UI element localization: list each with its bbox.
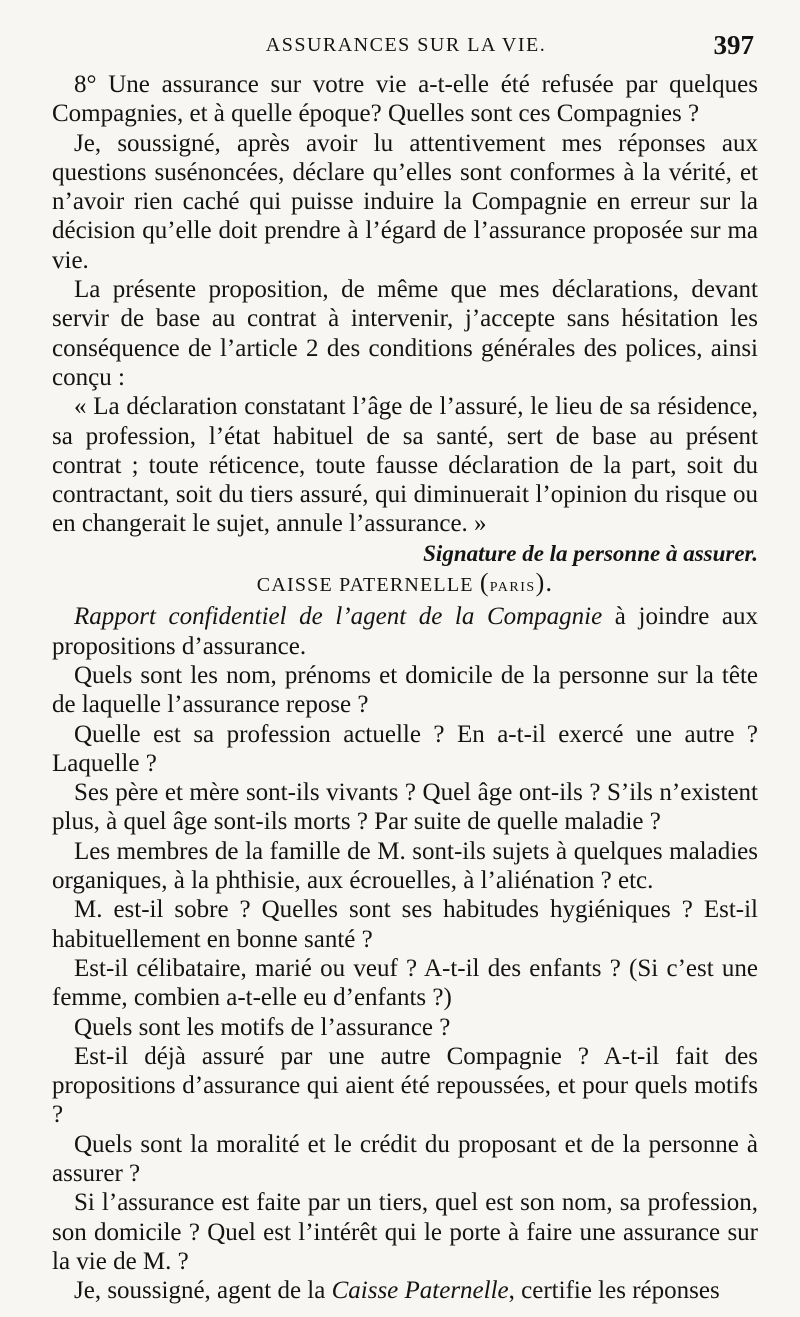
report-intro-rest: à joindre aux propositions d’assurance.	[52, 603, 758, 660]
question: Est-il célibataire, marié ou veuf ? A-t-il des enfants ? (Si c’est une femme, combien a-t-elle eu d’enfants ?)	[52, 954, 758, 1012]
question: Si l’assurance est faite par un tiers, quel est son nom, sa profession, son domicile ? Quel est l’intérêt qui le porte à faire une assurance sur la vie de M. ?	[52, 1189, 758, 1275]
section-title-text: CAISSE PATERNELLE	[256, 574, 474, 597]
question: Est-il déjà assuré par une autre Compagnie ? A-t-il fait des propositions d’assurance qui aient été repoussées, et pour quels motifs ?	[52, 1042, 758, 1129]
question: M. est-il sobre ? Quelles sont ses habitudes hygiéniques ? Est-il habituellement en bonne santé ?	[52, 896, 758, 953]
quoted-article: « La déclaration constatant l’âge de l’assuré, le lieu de sa résidence, sa profession, l’état habituel de sa santé, sert de base au présent contrat ; toute réticence, toute fausse déclaration de la part, soit du contractant, soit du tiers assuré, qui diminuerait l’opinion du risque ou en changerait le sujet, annule l’assurance. »	[52, 393, 758, 538]
paragraph: 8° Une assurance sur votre vie a-t-elle été refusée par quelques Compagnies, et à quelle époque? Quelles sont ces Compagnies ?	[52, 71, 758, 128]
final-statement	[52, 1276, 758, 1305]
final-italic: Caisse Paternelle	[331, 1277, 509, 1305]
question: Quelle est sa profession actuelle ? En a-t-il exercé une autre ? Laquelle ?	[52, 720, 758, 777]
close-paren: ).	[535, 568, 554, 598]
report-intro-italic: Rapport confidentiel de l’agent de la Compagnie	[74, 603, 603, 631]
page-number: 397	[713, 30, 754, 60]
question: Quels sont la moralité et le crédit du proposant et de la personne à assurer ?	[52, 1130, 758, 1187]
final-after: , certifie les réponses	[508, 1277, 720, 1305]
body-text	[52, 70, 758, 1305]
question: Les membres de la famille de M. sont-ils sujets à quelques maladies organiques, à la phthisie, aux écrouelles, à l’aliénation ? etc.	[52, 837, 758, 895]
open-paren: (	[479, 568, 490, 598]
paragraph: La présente proposition, de même que mes déclarations, devant servir de base au contrat à intervenir, j’accepte sans hésitation les conséquence de l’article 2 des conditions générales des polices, ainsi conçu :	[52, 276, 758, 391]
paragraph: Je, soussigné, après avoir lu attentivement mes réponses aux questions susénoncées, déclare qu’elles sont conformes à la vérité, et n’avoir rien caché qui puisse induire la Compagnie en erreur sur la décision qu’elle doit prendre à l’égard de l’assurance proposée sur ma vie.	[52, 129, 758, 274]
question: Quels sont les motifs de l’assurance ?	[74, 1013, 451, 1041]
page-header	[52, 30, 760, 64]
signature-line: Signature de la personne à assurer.	[423, 540, 758, 566]
section-title	[52, 568, 758, 602]
question: Quels sont les nom, prénoms et domicile de la personne sur la tête de laquelle l’assurance repose ?	[52, 661, 758, 719]
section-subtitle: PARIS	[489, 580, 536, 596]
report-intro	[52, 602, 758, 661]
running-head: ASSURANCES SUR LA VIE.	[265, 34, 547, 56]
question: Ses père et mère sont-ils vivants ? Quel âge ont-ils ? S’ils n’existent plus, à quel âge sont-ils morts ? Par suite de quelle maladie ?	[52, 779, 758, 836]
final-before: Je, soussigné, agent de la	[74, 1277, 332, 1305]
